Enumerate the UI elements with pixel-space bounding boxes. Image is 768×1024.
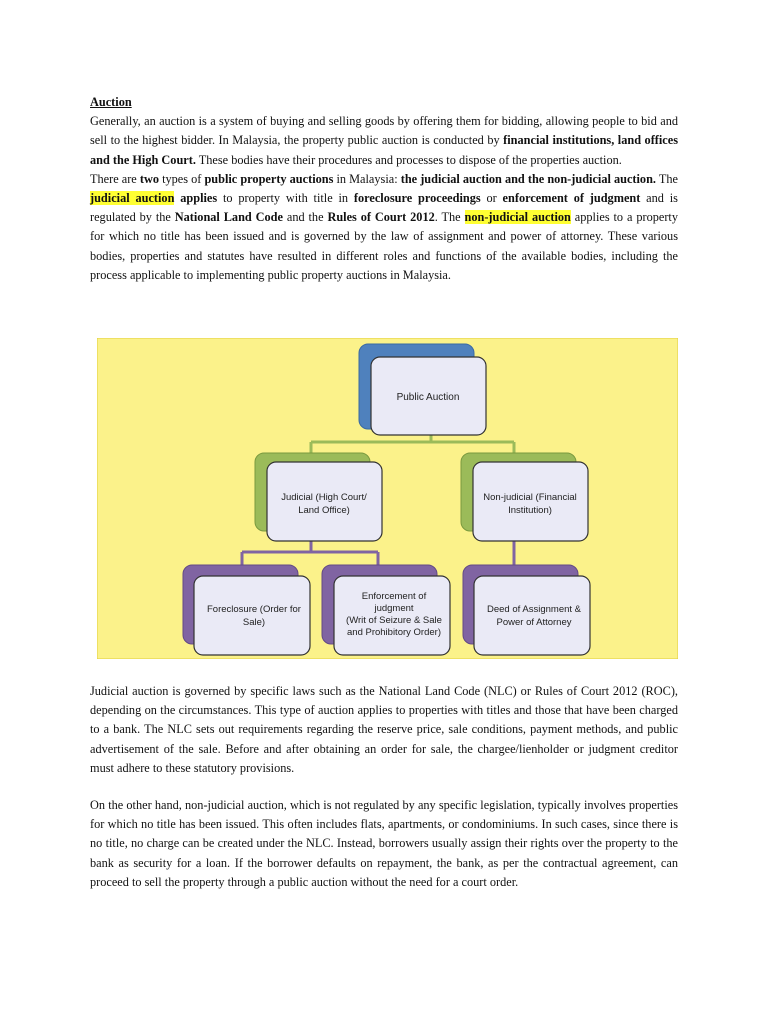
auction-hierarchy-diagram (97, 338, 678, 659)
paragraph-nonjudicial: On the other hand, non-judicial auction, which is not regulated by any specific legislation, typically involves properties for which no title has been issued. This often includes flats, apartments, or condominiums. In such cases, since there is no title, no charge can be created under the NLC. Instead, borrowers usually assign their rights over the property to the bank as security for a loan. If the borrower defaults on repayment, the bank, as per the contractual agreement, can proceed to sell the property through a public auction without the need for a court order. (90, 798, 678, 889)
enforcement-label-3: (Writ of Seizure & Sale (346, 615, 442, 626)
heading-text: Auction (90, 95, 132, 109)
root-label: Public Auction (396, 392, 460, 403)
heading (90, 93, 678, 112)
nonjudicial-label-1: Non-judicial (Financial (483, 492, 577, 503)
foreclosure-node (183, 565, 310, 655)
bold-run: Rules of Court 2012 (327, 210, 435, 225)
bold-run: the judicial auction and the non-judicial auction. (400, 171, 656, 186)
judicial-node (255, 453, 382, 541)
bold-run: two (139, 171, 159, 186)
text-run: types of (158, 171, 205, 186)
highlight-nonjudicial: non-judicial auction (464, 210, 571, 225)
bold-run: financial institutions, land offices and the High Court. (90, 133, 679, 167)
bold-run: enforcement of judgment (502, 191, 641, 206)
bold-run: foreclosure proceedings (353, 191, 481, 206)
deed-label-2: Power of Attorney (496, 617, 572, 628)
text-run: applies to a property for which no title has been issued and is governed by the law of assignment and power of attorney. These various bodies, properties and statutes have resulted in different roles and functions of the available bodies, including the process applicable to implementing public property auctions in Malaysia. (90, 210, 678, 282)
text-run: The (656, 171, 678, 186)
text-run: These bodies have their procedures and processes to dispose of the properties auction. (195, 152, 622, 167)
text-run: to property with title in (217, 191, 354, 206)
foreclosure-label-1: Foreclosure (Order for (207, 604, 301, 615)
enforcement-label-2: judgment (374, 603, 414, 614)
bold-run: National Land Code (174, 210, 283, 225)
paragraph-judicial: Judicial auction is governed by specific laws such as the National Land Code (NLC) or Rules of Court 2012 (ROC), depending on the circumstances. This type of auction applies to properties with titles and those that have been charged to a bank. The NLC sets out requirements regarding the reserve price, sale conditions, payment methods, and public advertisement of the sale. Before and after obtaining an order for sale, the chargee/lienholder or judgment creditor must adhere to these statutory provisions. (90, 684, 678, 775)
text-run: or (480, 191, 503, 206)
text-run: . The (434, 210, 465, 225)
judicial-label-1: Judicial (High Court/ (281, 492, 367, 503)
nonjudicial-label-2: Institution) (508, 505, 552, 516)
text-run: There are (90, 171, 140, 186)
root-node (359, 344, 486, 435)
enforcement-label-4: and Prohibitory Order) (347, 627, 441, 638)
foreclosure-label-2: Sale) (242, 617, 266, 628)
enforcement-node (322, 565, 450, 655)
enforcement-label-1: Enforcement of (361, 591, 427, 602)
highlight-judicial: judicial auction (90, 191, 175, 206)
judicial-label-2: Land Office) (298, 505, 350, 516)
paragraph-types (90, 170, 678, 285)
text-run: in Malaysia: (333, 171, 401, 186)
paragraph-intro (90, 112, 678, 170)
document-top (90, 93, 678, 285)
deed-label-1: Deed of Assignment & (487, 604, 581, 615)
deed-node (463, 565, 590, 655)
text-run: and the (282, 210, 328, 225)
bold-run: applies (174, 191, 218, 206)
nonjudicial-node (461, 453, 588, 541)
bold-run: public property auctions (204, 171, 334, 186)
text-run: and is regulated by the (90, 191, 678, 225)
text-run: Generally, an auction is a system of buying and selling goods by offering them for bidding, allowing people to bid and sell to the highest bidder. In Malaysia, the property public auction is conducted by (90, 114, 678, 148)
